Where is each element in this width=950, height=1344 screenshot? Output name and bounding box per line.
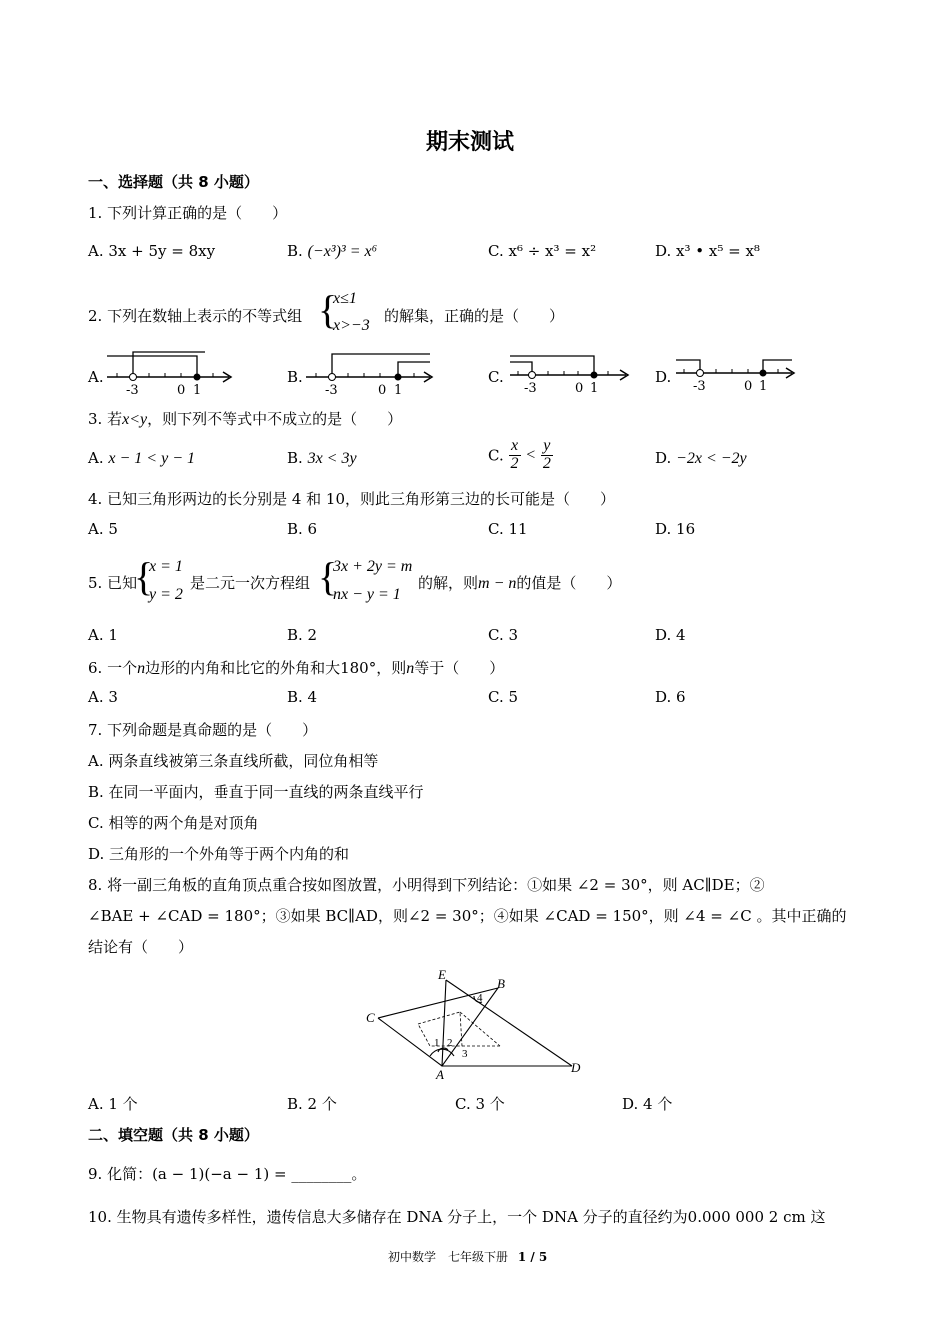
section-heading-fill: 二、填空题（共 8 小题）	[88, 1126, 259, 1144]
page-title: 期末测试	[426, 129, 515, 155]
q2-system-line2: x>−3	[333, 317, 370, 334]
q2-number-line-a	[105, 350, 235, 398]
q5-option-c: C. 3	[488, 626, 519, 644]
q2-stem-after: 的解集，正确的是（ ）	[384, 307, 565, 325]
q2-stem-before: 2. 下列在数轴上表示的不等式组	[88, 307, 303, 325]
q1-option-a: A. 3x + 5y = 8xy	[88, 242, 216, 260]
q6-stem: 6. 一个n边形的内角和比它的外角和大180°，则n等于（ ）	[88, 659, 505, 677]
q6-option-c: C. 5	[488, 688, 519, 706]
tick-label-0: 0	[378, 383, 387, 398]
q4-option-a: A. 5	[88, 520, 118, 538]
q5-option-b: B. 2	[287, 626, 318, 644]
q1-stem: 1. 下列计算正确的是（ ）	[88, 204, 288, 222]
q4-option-b: B. 6	[287, 520, 318, 538]
q1-option-d: D. x³ • x⁵ = x⁸	[655, 242, 760, 260]
q3-option-b: B. 3x < 3y	[287, 449, 357, 467]
q8-option-b: B. 2 个	[287, 1095, 337, 1113]
q8-stem-line3: 结论有（ ）	[88, 938, 194, 956]
q3-option-c: C. $\frac{x}{2}$ < $\frac{y}{2}$	[488, 437, 551, 472]
tick-label-minus3: -3	[325, 383, 338, 398]
q5-option-a: A. 1	[88, 626, 118, 644]
section-heading-choice: 一、选择题（共 8 小题）	[88, 173, 259, 191]
q2-option-a-label: A.	[88, 368, 104, 386]
q5-option-d: D. 4	[655, 626, 686, 644]
label-d: D	[571, 1060, 581, 1075]
q8-option-d: D. 4 个	[622, 1095, 673, 1113]
q8-stem-line1: 8. 将一副三角板的直角顶点重合按如图放置，小明得到下列结论：①如果 ∠2 = 30°，则 AC∥DE；②	[88, 876, 765, 894]
tick-label-minus3: -3	[693, 379, 706, 394]
q2-number-line-b	[304, 350, 436, 398]
q7-option-b: B. 在同一平面内，垂直于同一直线的两条直线平行	[88, 783, 424, 801]
q2-option-b-label: B.	[287, 368, 303, 386]
q2-option-d-label: D.	[655, 368, 672, 386]
page-number: 1 / 5	[517, 1250, 548, 1264]
q2-brace: {	[318, 287, 338, 332]
q8-option-a: A. 1 个	[88, 1095, 138, 1113]
tick-label-1: 1	[394, 383, 403, 398]
q7-stem: 7. 下列命题是真命题的是（ ）	[88, 721, 318, 739]
q7-option-d: D. 三角形的一个外角等于两个内角的和	[88, 845, 350, 863]
tick-label-1: 1	[590, 381, 599, 396]
angle-label-2: 2	[447, 1037, 453, 1049]
tick-label-0: 0	[744, 379, 753, 394]
q3-stem: 3. 若x<y，则下列不等式中不成立的是（ ）	[88, 410, 403, 428]
q5-system-line1: 3x + 2y = m	[333, 558, 413, 575]
q5-solution-line2: y = 2	[149, 586, 183, 603]
q2-number-line-d	[674, 350, 800, 398]
label-a: A	[436, 1067, 444, 1082]
label-e: E	[438, 967, 446, 982]
q5-solution-line1: x = 1	[149, 558, 183, 575]
q1-option-c: C. x⁶ ÷ x³ = x²	[488, 242, 597, 260]
angle-label-1: 1	[434, 1037, 440, 1049]
q7-option-c: C. 相等的两个角是对顶角	[88, 814, 259, 832]
q5-stem-part2: 是二元一次方程组	[190, 574, 311, 592]
q4-option-c: C. 11	[488, 520, 528, 538]
q6-option-b: B. 4	[287, 688, 318, 706]
q5-stem-part1: 5. 已知	[88, 574, 138, 592]
angle-label-4: 4	[477, 992, 483, 1004]
tick-label-minus3: -3	[126, 383, 139, 398]
q8-option-c: C. 3 个	[455, 1095, 505, 1113]
q4-stem: 4. 已知三角形两边的长分别是 4 和 10，则此三角形第三边的长可能是（ ）	[88, 490, 616, 508]
q7-option-a: A. 两条直线被第三条直线所截，同位角相等	[88, 752, 379, 770]
q8-stem-line2: ∠BAE + ∠CAD = 180°；③如果 BC∥AD，则∠2 = 30°；④如果 ∠CAD = 150°，则 ∠4 = ∠C 。其中正确的	[88, 907, 847, 925]
q2-number-line-c	[508, 350, 632, 398]
tick-label-minus3: -3	[524, 381, 537, 396]
footer-text: 初中数学 七年级下册	[388, 1250, 509, 1264]
page-footer	[388, 1248, 547, 1265]
q5-brace-b: {	[318, 554, 338, 599]
q5-brace-a: {	[134, 554, 154, 599]
q8-triangle-figure	[360, 966, 590, 1082]
q3-option-d: D. −2x < −2y	[655, 449, 747, 467]
q9-stem: 9. 化简：(a − 1)(−a − 1) = ________。	[88, 1165, 367, 1183]
q2-system-line1: x≤1	[333, 290, 357, 307]
tick-label-1: 1	[193, 383, 202, 398]
q3-option-a: A. x − 1 < y − 1	[88, 449, 195, 467]
label-b: B	[497, 976, 505, 991]
label-c: C	[366, 1010, 375, 1025]
q2-option-c-label: C.	[488, 368, 504, 386]
q4-option-d: D. 16	[655, 520, 696, 538]
angle-label-3: 3	[462, 1048, 468, 1060]
q5-system-line2: nx − y = 1	[333, 586, 401, 603]
q6-option-a: A. 3	[88, 688, 118, 706]
tick-label-0: 0	[575, 381, 584, 396]
tick-label-0: 0	[177, 383, 186, 398]
q6-option-d: D. 6	[655, 688, 686, 706]
q10-stem: 10. 生物具有遗传多样性，遗传信息大多储存在 DNA 分子上，一个 DNA 分子的直径约为0.000 000 2 cm 这	[88, 1208, 826, 1226]
tick-label-1: 1	[759, 379, 768, 394]
q5-stem-part3: 的解，则m − n的值是（ ）	[418, 574, 622, 592]
q1-option-b: B. (−x³)³ = x⁶	[287, 242, 378, 260]
